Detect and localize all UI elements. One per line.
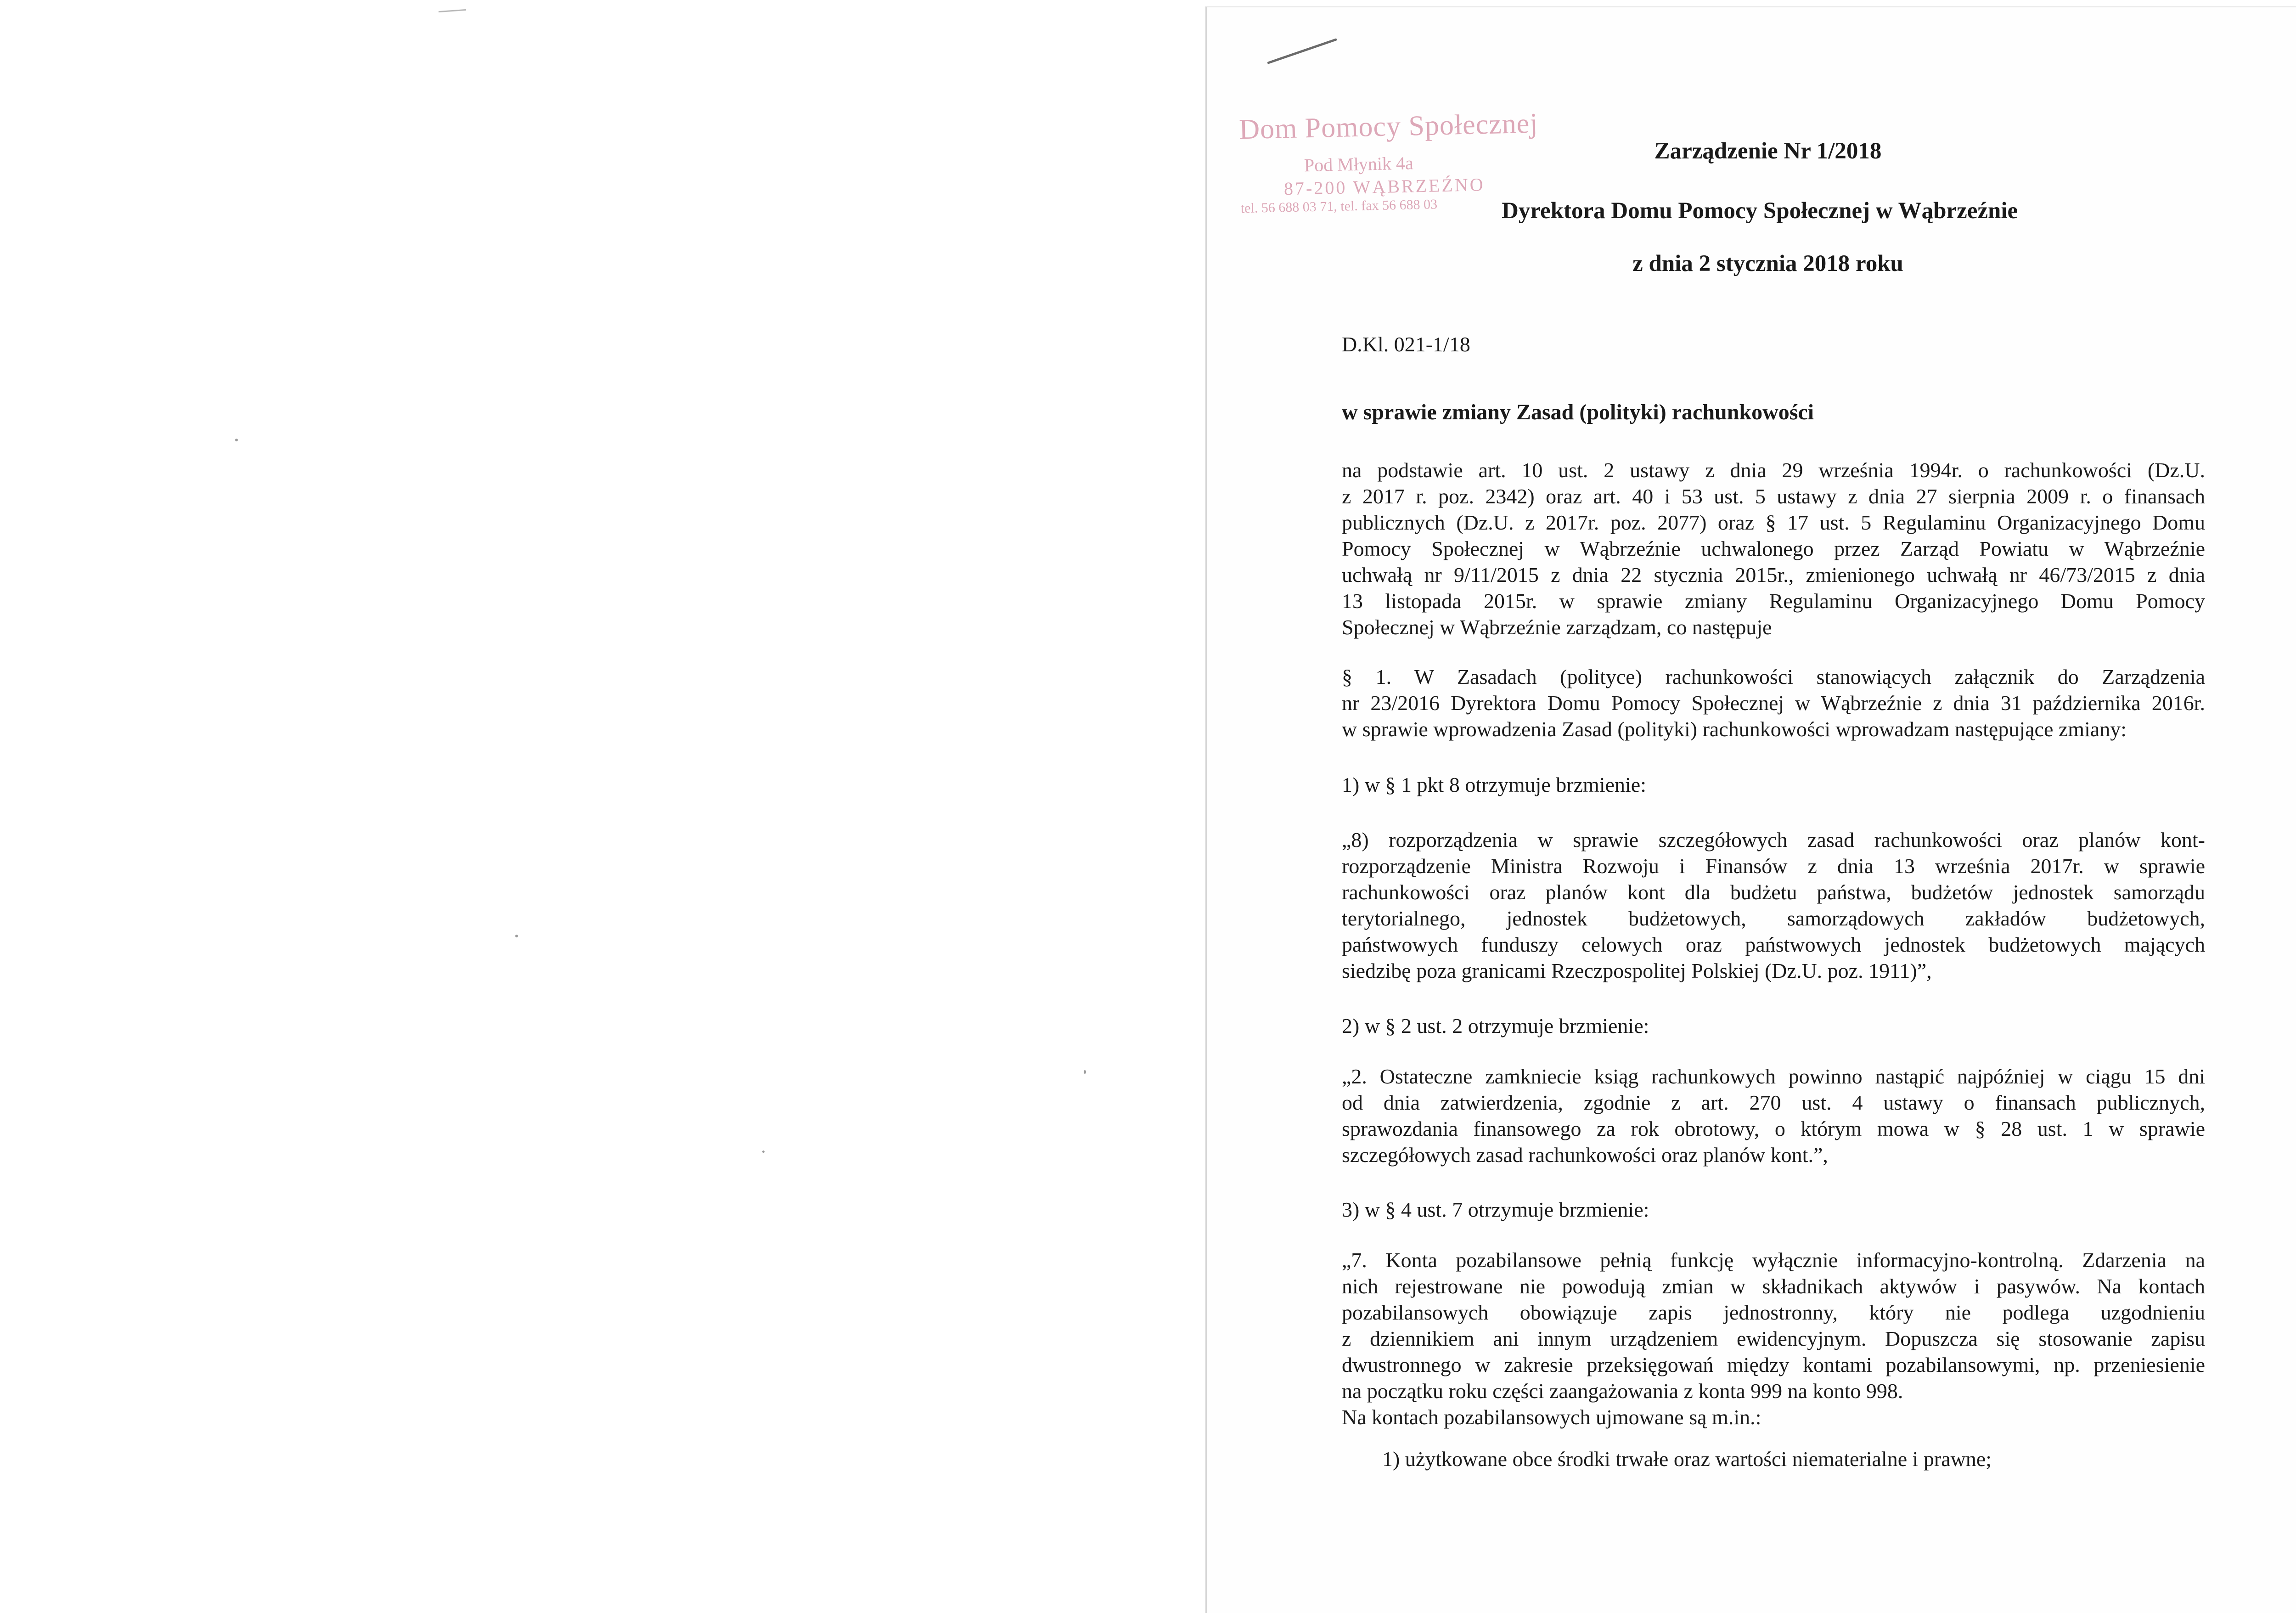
scan-speck bbox=[1084, 1070, 1086, 1074]
stamp-line: tel. 56 688 03 71, tel. fax 56 688 03 bbox=[1240, 197, 1438, 216]
change-1-text bbox=[1342, 827, 2205, 984]
stamp-line: 87-200 WĄBRZEŹNO bbox=[1283, 174, 1486, 199]
text-line: § 1. W Zasadach (polityce) rachunkowości stanowiących załącznik do Zarządzenia bbox=[1342, 665, 2205, 688]
text-line: z 2017 r. poz. 2342) oraz art. 40 i 53 ust. 5 ustawy z dnia 27 sierpnia 2009 r. o finansach bbox=[1342, 485, 2205, 508]
text-line: nich rejestrowane nie powodują zmian w składnikach aktywów i pasywów. Na kontach bbox=[1342, 1275, 2205, 1298]
text-line: „7. Konta pozabilansowe pełnią funkcję wyłącznie informacyjno-kontrolną. Zdarzenia na bbox=[1342, 1248, 2205, 1272]
section-1-paragraph bbox=[1342, 664, 2205, 742]
change-1-intro bbox=[1342, 772, 2205, 798]
text-line: 2) w § 2 ust. 2 otrzymuje brzmienie: bbox=[1342, 1014, 1649, 1038]
text-line: szczegółowych zasad rachunkowości oraz planów kont.”, bbox=[1342, 1143, 1828, 1167]
scan-speck bbox=[762, 1151, 765, 1153]
text-line: publicznych (Dz.U. z 2017r. poz. 2077) oraz § 17 ust. 5 Regulaminu Organizacyjnego Domu bbox=[1342, 511, 2205, 534]
text-line: w sprawie wprowadzenia Zasad (polityki) rachunkowości wprowadzam następujące zmiany: bbox=[1342, 717, 2127, 741]
text-line: nr 23/2016 Dyrektora Domu Pomocy Społecznej w Wąbrzeźnie z dnia 31 października 2016r. bbox=[1342, 691, 2205, 715]
text-line: 13 listopada 2015r. w sprawie zmiany Regulaminu Organizacyjnego Domu Pomocy bbox=[1342, 589, 2205, 613]
document-subject: w sprawie zmiany Zasad (polityki) rachunkowości bbox=[1342, 400, 1814, 424]
text-line: Pomocy Społecznej w Wąbrzeźnie uchwalonego przez Zarząd Powiatu w Wąbrzeźnie bbox=[1342, 537, 2205, 560]
stamp-line: Dom Pomocy Społecznej bbox=[1238, 107, 1539, 146]
text-line: siedzibę poza granicami Rzeczpospolitej Polskiej (Dz.U. poz. 1911)”, bbox=[1342, 959, 1932, 982]
reference-number: D.Kl. 021-1/18 bbox=[1342, 333, 1470, 356]
text-line: rachunkowości oraz planów kont dla budżetu państwa, budżetów jednostek samorządu bbox=[1342, 880, 2205, 904]
scan-speck bbox=[235, 439, 238, 441]
scan-speck bbox=[515, 935, 518, 937]
legal-basis-paragraph bbox=[1342, 457, 2205, 640]
text-line: 3) w § 4 ust. 7 otrzymuje brzmienie: bbox=[1342, 1198, 1649, 1221]
change-3-intro bbox=[1342, 1196, 2205, 1223]
text-line: państwowych funduszy celowych oraz państwowych jednostek budżetowych mających bbox=[1342, 933, 2205, 956]
text-line: terytorialnego, jednostek budżetowych, samorządowych zakładów budżetowych, bbox=[1342, 907, 2205, 930]
change-2-intro bbox=[1342, 1013, 2205, 1039]
text-line: na początku roku części zaangażowania z konta 999 na konto 998. bbox=[1342, 1379, 1903, 1403]
document-issuer: Dyrektora Domu Pomocy Społecznej w Wąbrzeźnie bbox=[1502, 198, 2018, 224]
text-line: rozporządzenie Ministra Rozwoju i Finansów z dnia 13 września 2017r. w sprawie bbox=[1342, 854, 2205, 878]
text-line: „8) rozporządzenia w sprawie szczegółowych zasad rachunkowości oraz planów kont- bbox=[1342, 828, 2205, 852]
text-line: na podstawie art. 10 ust. 2 ustawy z dnia 29 września 1994r. o rachunkowości (Dz.U. bbox=[1342, 458, 2205, 482]
text-line: z dziennikiem ani innym urządzeniem ewidencyjnym. Dopuszcza się stosowanie zapisu bbox=[1342, 1327, 2205, 1350]
stamp-line: Pod Młynik 4a bbox=[1304, 152, 1414, 176]
text-line: dwustronnego w zakresie przeksięgowań między kontami pozabilansowymi, np. przeniesienie bbox=[1342, 1353, 2205, 1376]
text-line: od dnia zatwierdzenia, zgodnie z art. 270 ust. 4 ustawy o finansach publicznych, bbox=[1342, 1091, 2205, 1114]
text-line: Społecznej w Wąbrzeźnie zarządzam, co następuje bbox=[1342, 615, 1772, 639]
document-date: z dnia 2 stycznia 2018 roku bbox=[1632, 251, 1903, 276]
text-line: 1) w § 1 pkt 8 otrzymuje brzmienie: bbox=[1342, 773, 1647, 796]
text-line: uchwałą nr 9/11/2015 z dnia 22 stycznia 2015r., zmienionego uchwałą nr 46/73/2015 z dnia bbox=[1342, 563, 2205, 587]
text-line: „2. Ostateczne zamkniecie ksiąg rachunkowych powinno nastąpić najpóźniej w ciągu 15 dni bbox=[1342, 1065, 2205, 1088]
change-2-text bbox=[1342, 1063, 2205, 1168]
list-item: 1) użytkowane obce środki trwałe oraz wartości niematerialne i prawne; bbox=[1382, 1447, 1992, 1471]
change-3-text bbox=[1342, 1247, 2205, 1430]
text-line: sprawozdania finansowego za rok obrotowy, o którym mowa w § 28 ust. 1 w sprawie bbox=[1342, 1117, 2205, 1140]
text-line: pozabilansowych obowiązuje zapis jednostronny, który nie podlega uzgodnieniu bbox=[1342, 1301, 2205, 1324]
text-line: Na kontach pozabilansowych ujmowane są m.in.: bbox=[1342, 1405, 1761, 1429]
document-title: Zarządzenie Nr 1/2018 bbox=[1654, 138, 1882, 164]
